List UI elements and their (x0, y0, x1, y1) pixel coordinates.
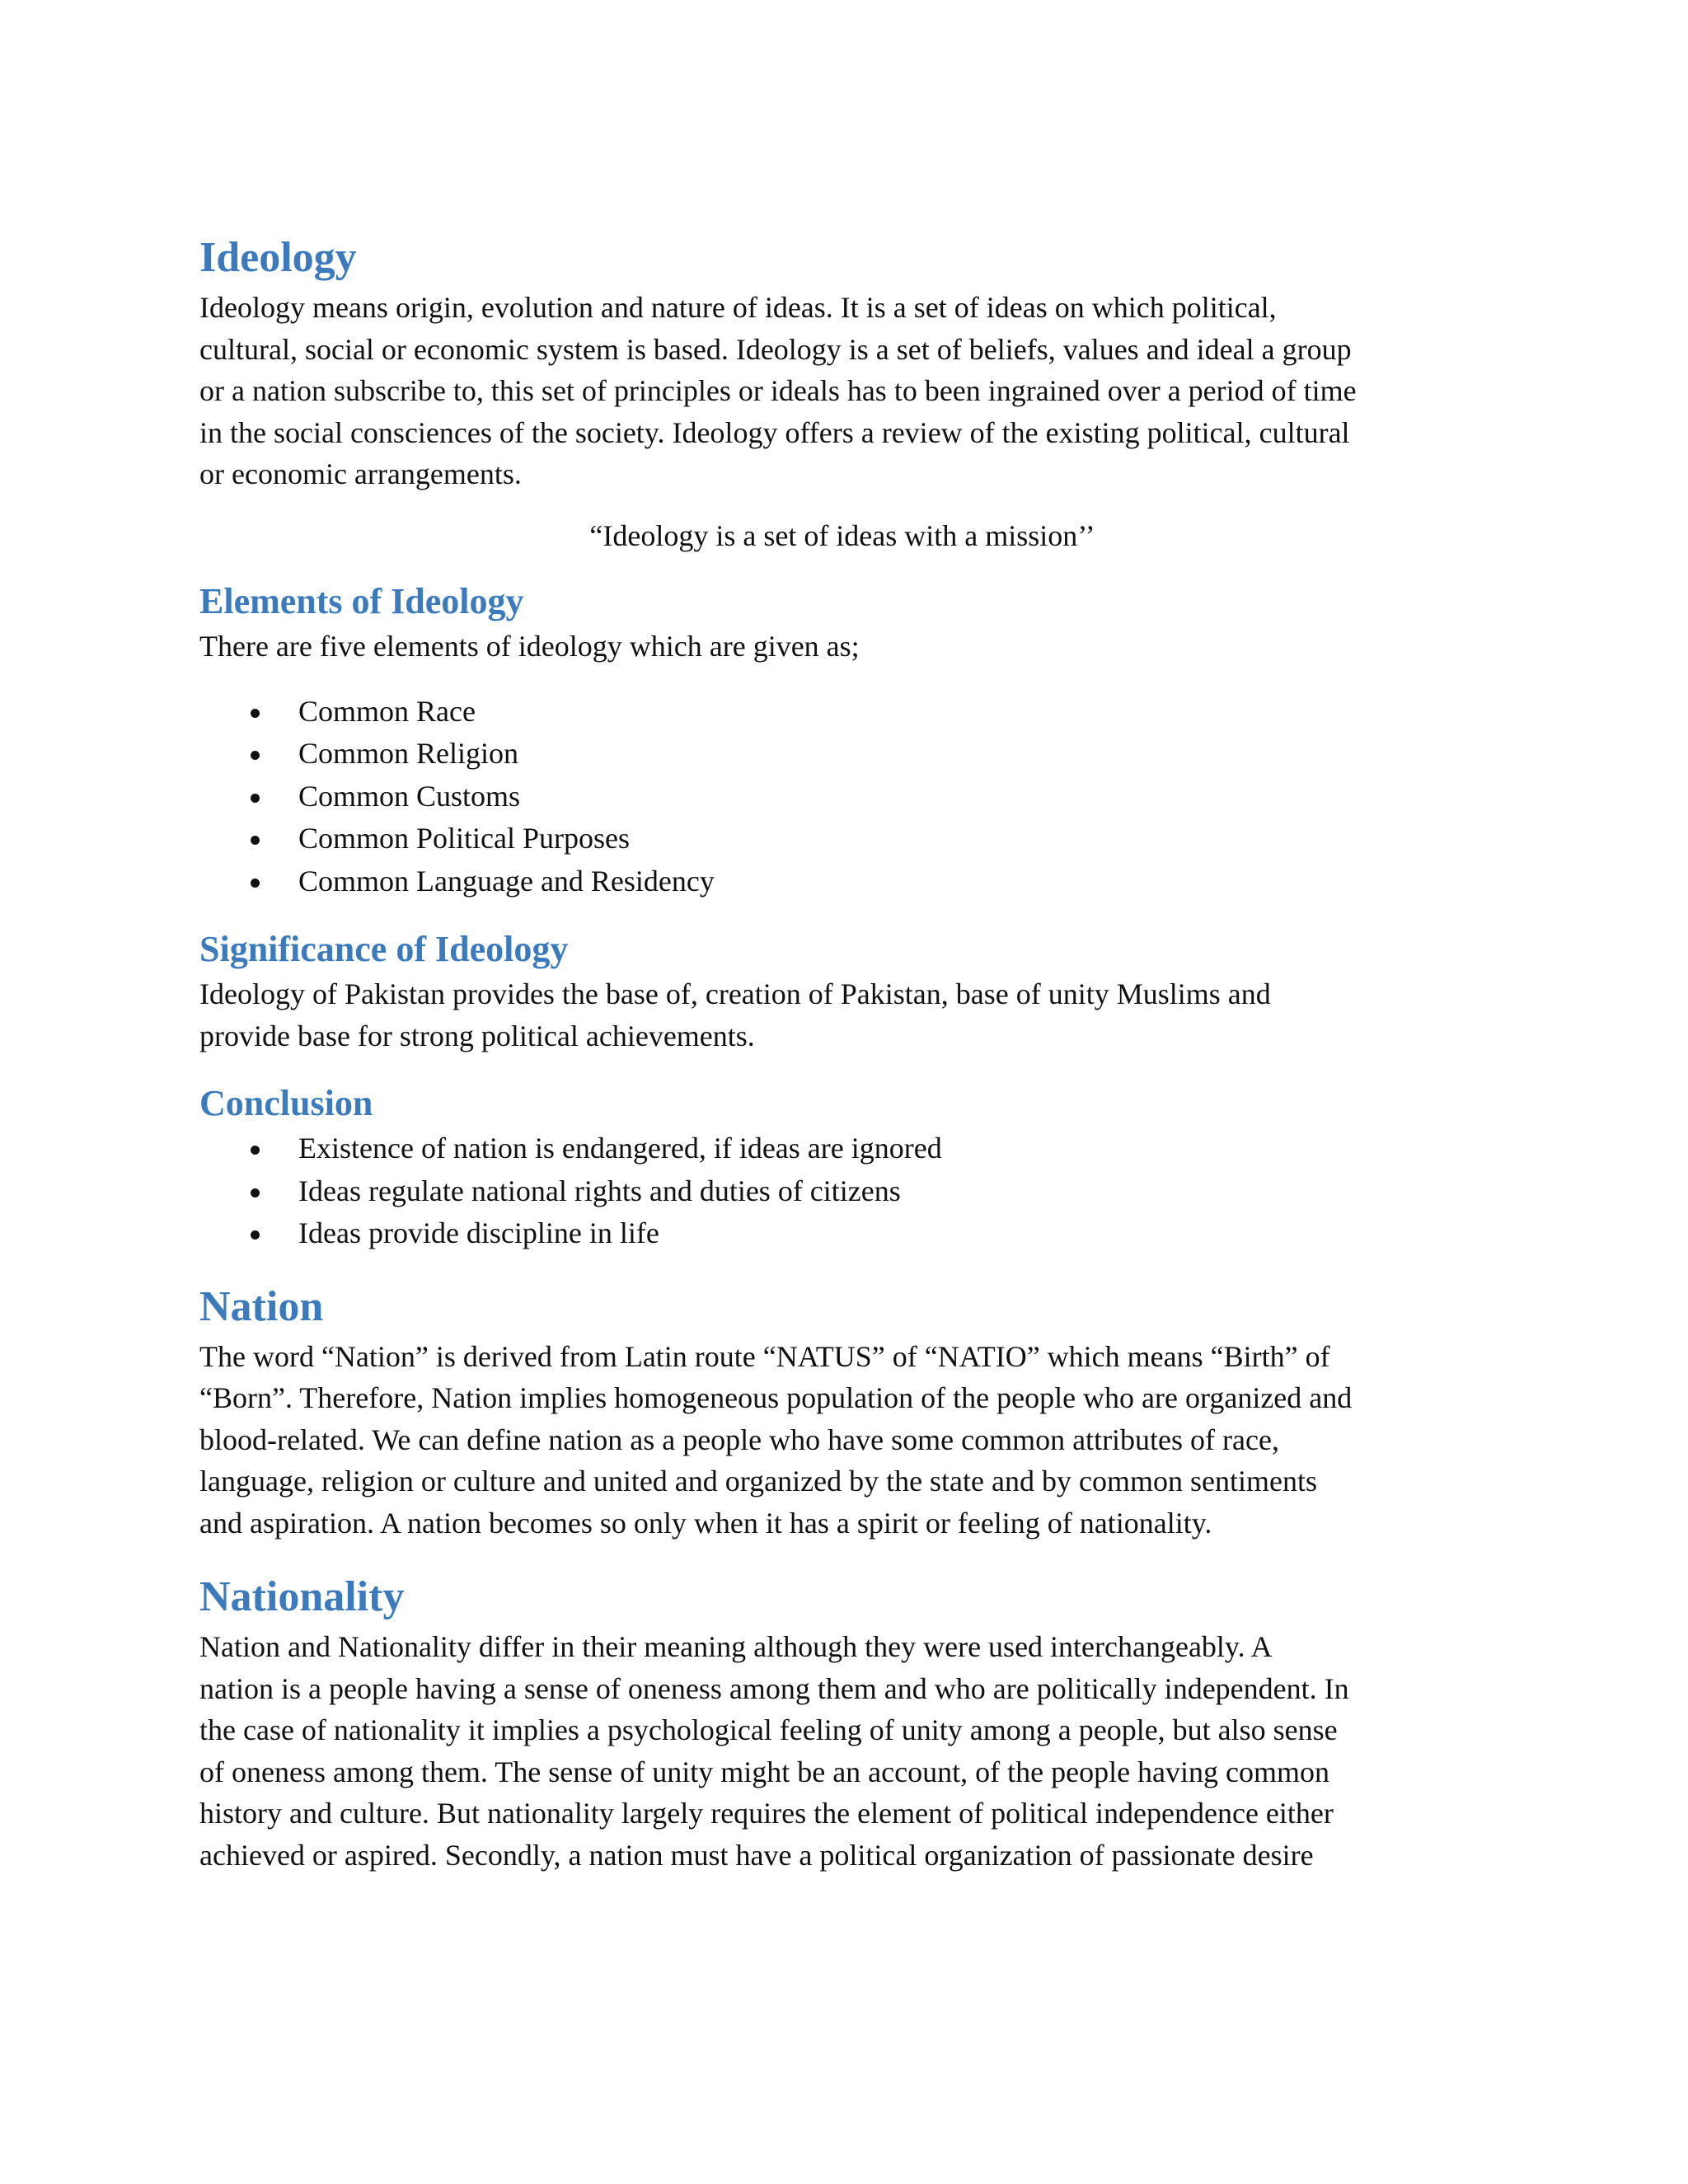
list-item: Common Race (199, 691, 1485, 733)
paragraph-line: nation is a people having a sense of oneness among them and who are politically independent. In (199, 1671, 1349, 1705)
paragraph-line: or a nation subscribe to, this set of principles or ideals has to been ingrained over a period of time (199, 374, 1357, 407)
heading-elements-of-ideology: Elements of Ideology (199, 581, 524, 621)
bullet-icon (251, 1188, 260, 1197)
section-nation (199, 1278, 1485, 1544)
section-nationality (199, 1568, 1485, 1876)
paragraph-line: in the social consciences of the society. Ideology offers a review of the existing political, cultural (199, 415, 1350, 449)
bullet-icon (251, 879, 260, 888)
list-item: Existence of nation is endangered, if ideas are ignored (199, 1127, 1485, 1170)
paragraph-line: Ideology of Pakistan provides the base of, creation of Pakistan, base of unity Muslims and (199, 977, 1271, 1010)
paragraph-line: language, religion or culture and united and organized by the state and by common sentiments (199, 1465, 1317, 1497)
list-item: Common Religion (199, 733, 1485, 776)
significance-paragraph (199, 973, 1485, 1057)
paragraph-line: of oneness among them. The sense of unity might be an account, of the people having common (199, 1755, 1330, 1788)
paragraph-line: blood-related. We can define nation as a people who have some common attributes of race, (199, 1422, 1279, 1456)
heading-nation: Nation (199, 1282, 324, 1330)
heading-conclusion: Conclusion (199, 1083, 373, 1123)
elements-list (199, 691, 1485, 903)
ideology-quote: “Ideology is a set of ideas with a mission’’ (589, 518, 1095, 552)
paragraph-line: the case of nationality it implies a psychological feeling of unity among a people, but also sense (199, 1713, 1338, 1746)
paragraph-line: Ideology means origin, evolution and nature of ideas. It is a set of ideas on which political, (199, 291, 1277, 324)
heading-significance-of-ideology: Significance of Ideology (199, 929, 569, 969)
section-elements-of-ideology (199, 578, 1485, 902)
bullet-icon (251, 751, 260, 760)
paragraph-line: history and culture. But nationality largely requires the element of political independence either (199, 1797, 1334, 1830)
nationality-paragraph (199, 1626, 1485, 1876)
bullet-icon (251, 709, 260, 718)
paragraph-line: Nation and Nationality differ in their meaning although they were used interchangeably. A (199, 1630, 1273, 1663)
list-item: Common Political Purposes (199, 818, 1485, 860)
conclusion-list (199, 1127, 1485, 1255)
paragraph-line: or economic arrangements. (199, 457, 522, 490)
document-body (199, 229, 1485, 1876)
bullet-icon (251, 794, 260, 803)
nation-paragraph (199, 1336, 1485, 1544)
bullet-icon (251, 1230, 260, 1240)
list-item: Ideas provide discipline in life (199, 1212, 1485, 1255)
paragraph-line: “Born”. Therefore, Nation implies homogeneous population of the people who are organized and (199, 1381, 1353, 1414)
paragraph-line: achieved or aspired. Secondly, a nation must have a political organization of passionate desire (199, 1838, 1314, 1872)
section-significance-of-ideology (199, 926, 1485, 1057)
ideology-paragraph (199, 287, 1485, 495)
paragraph-line: cultural, social or economic system is based. Ideology is a set of beliefs, values and ideal a group (199, 332, 1352, 366)
list-item: Common Customs (199, 776, 1485, 818)
paragraph-line: The word “Nation” is derived from Latin route “NATUS” of “NATIO” which means “Birth” of (199, 1339, 1330, 1373)
list-item: Ideas regulate national rights and duties of citizens (199, 1170, 1485, 1213)
paragraph-line: and aspiration. A nation becomes so only when it has a spirit or feeling of nationality. (199, 1506, 1212, 1540)
paragraph-line: provide base for strong political achievements. (199, 1019, 755, 1052)
heading-nationality: Nationality (199, 1573, 405, 1620)
elements-intro: There are five elements of ideology which are given as; (199, 630, 860, 663)
heading-ideology: Ideology (199, 234, 357, 281)
bullet-icon (251, 836, 260, 845)
bullet-icon (251, 1146, 260, 1155)
section-ideology (199, 229, 1485, 556)
section-conclusion (199, 1080, 1485, 1255)
list-item: Common Language and Residency (199, 860, 1485, 903)
